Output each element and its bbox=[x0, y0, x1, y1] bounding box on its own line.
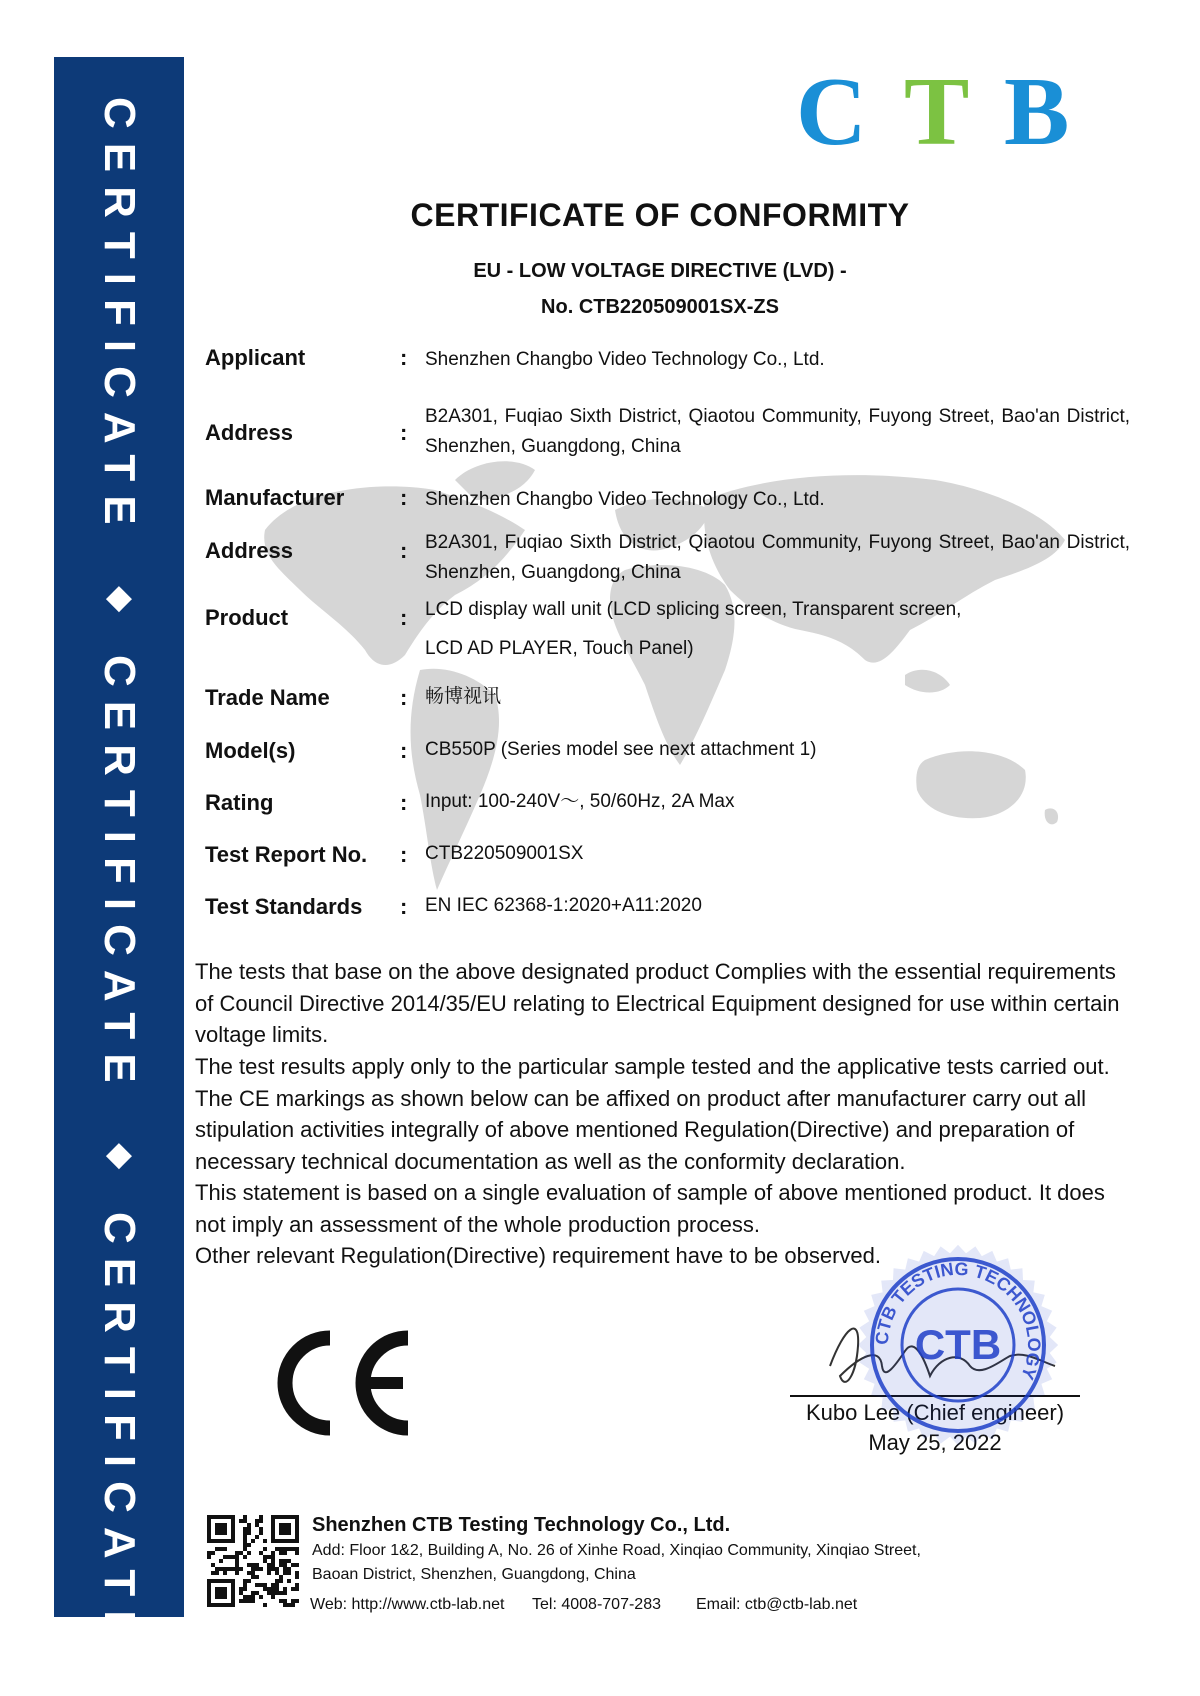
qr-module bbox=[223, 1555, 227, 1559]
qr-module bbox=[243, 1515, 247, 1519]
field-label: Test Report No. bbox=[205, 842, 368, 867]
field-colon: : bbox=[400, 842, 408, 867]
field-value: 畅博视讯 bbox=[425, 685, 502, 707]
qr-module bbox=[267, 1587, 271, 1591]
qr-module bbox=[279, 1599, 283, 1603]
diamond-icon: ◆ bbox=[100, 576, 138, 617]
qr-module bbox=[263, 1555, 267, 1559]
field-label: Model(s) bbox=[205, 738, 296, 763]
footer-company-name: Shenzhen CTB Testing Technology Co., Ltd. bbox=[312, 1514, 731, 1536]
qr-module bbox=[251, 1595, 255, 1599]
qr-module bbox=[287, 1603, 291, 1607]
field-value: B2A301, Fuqiao Sixth District, Qiaotou Community, Fuyong Street, Bao'an District, Shenzhen, Guangdong, China bbox=[425, 532, 1130, 583]
body-paragraph: The test results apply only to the particular sample tested and the applicative tests carried out. The CE markings as shown below can be affixed on product after manufacturer carry out all stipulation activities integrally of above mentioned Regulation(Directive) and preparation of necessary technical documentation as well as the conformity declaration. bbox=[195, 1054, 1110, 1174]
qr-module bbox=[231, 1567, 235, 1571]
field-colon: : bbox=[400, 738, 408, 763]
qr-finder-module bbox=[215, 1523, 227, 1535]
qr-module bbox=[251, 1591, 255, 1595]
qr-module bbox=[259, 1567, 263, 1571]
qr-module bbox=[255, 1583, 259, 1587]
qr-module bbox=[223, 1571, 227, 1575]
qr-module bbox=[219, 1559, 223, 1563]
qr-module bbox=[279, 1579, 283, 1583]
qr-module bbox=[255, 1575, 259, 1579]
qr-module bbox=[279, 1575, 283, 1579]
qr-module bbox=[267, 1567, 271, 1571]
stamp-ring-text: CTB TESTING TECHNOLOGY bbox=[871, 1258, 1045, 1383]
qr-module bbox=[279, 1563, 283, 1567]
qr-module bbox=[263, 1547, 267, 1551]
qr-module bbox=[251, 1563, 255, 1567]
qr-module bbox=[259, 1515, 263, 1519]
field-colon: : bbox=[400, 790, 408, 815]
qr-module bbox=[271, 1551, 275, 1555]
qr-module bbox=[239, 1551, 243, 1555]
qr-module bbox=[287, 1571, 291, 1575]
sidebar-word: CERTIFICATE bbox=[95, 1212, 144, 1654]
qr-module bbox=[207, 1551, 211, 1555]
diamond-icon: ◆ bbox=[100, 1134, 138, 1175]
field-label: Trade Name bbox=[205, 685, 330, 710]
qr-module bbox=[267, 1563, 271, 1567]
qr-module bbox=[263, 1603, 267, 1607]
qr-module bbox=[275, 1567, 279, 1571]
qr-module bbox=[271, 1563, 275, 1567]
qr-module bbox=[291, 1587, 295, 1591]
qr-module bbox=[275, 1583, 279, 1587]
ctb-logo bbox=[796, 66, 1106, 156]
qr-module bbox=[263, 1583, 267, 1587]
certificate-number: No. CTB220509001SX-ZS bbox=[541, 296, 779, 318]
qr-module bbox=[235, 1555, 239, 1559]
qr-module bbox=[243, 1587, 247, 1591]
field-value: Shenzhen Changbo Video Technology Co., Ltd. bbox=[425, 349, 825, 370]
qr-module bbox=[259, 1531, 263, 1535]
qr-module bbox=[283, 1567, 287, 1571]
footer-email[interactable]: Email: ctb@ctb-lab.net bbox=[696, 1596, 858, 1613]
field-label: Manufacturer bbox=[205, 485, 345, 510]
qr-module bbox=[239, 1591, 243, 1595]
qr-module bbox=[267, 1555, 271, 1559]
qr-module bbox=[251, 1599, 255, 1603]
qr-module bbox=[295, 1575, 299, 1579]
qr-module bbox=[247, 1579, 251, 1583]
qr-module bbox=[243, 1599, 247, 1603]
qr-module bbox=[287, 1579, 291, 1583]
qr-module bbox=[291, 1547, 295, 1551]
field-label: Address bbox=[205, 538, 294, 563]
qr-module bbox=[251, 1575, 255, 1579]
qr-module bbox=[255, 1563, 259, 1567]
qr-module bbox=[283, 1599, 287, 1603]
qr-module bbox=[291, 1563, 295, 1567]
qr-module bbox=[291, 1599, 295, 1603]
qr-module bbox=[231, 1555, 235, 1559]
certificate-sidebar-banner bbox=[54, 57, 184, 1654]
field-label: Address bbox=[205, 420, 294, 445]
ctb-seal-stamp bbox=[858, 1245, 1058, 1445]
qr-module bbox=[279, 1559, 283, 1563]
qr-module bbox=[243, 1543, 247, 1547]
logo-letter-b: B bbox=[1004, 66, 1070, 156]
field-value: Shenzhen Changbo Video Technology Co., Ltd. bbox=[425, 489, 825, 510]
qr-code[interactable] bbox=[207, 1515, 299, 1607]
sidebar-text bbox=[54, 97, 184, 1654]
qr-module bbox=[271, 1567, 275, 1571]
field-colon: : bbox=[400, 685, 408, 710]
qr-module bbox=[207, 1555, 211, 1559]
signer-name: Kubo Lee (Chief engineer) bbox=[805, 1400, 1065, 1425]
field-label: Test Standards bbox=[205, 894, 363, 919]
qr-module bbox=[243, 1519, 247, 1523]
qr-module bbox=[263, 1539, 267, 1543]
qr-module bbox=[295, 1551, 299, 1555]
qr-module bbox=[235, 1559, 239, 1563]
directive-subtitle: EU - LOW VOLTAGE DIRECTIVE (LVD) - bbox=[473, 260, 847, 282]
qr-module bbox=[247, 1595, 251, 1599]
qr-module bbox=[287, 1547, 291, 1551]
qr-module bbox=[247, 1543, 251, 1547]
qr-module bbox=[219, 1547, 223, 1551]
qr-module bbox=[251, 1567, 255, 1571]
qr-module bbox=[243, 1547, 247, 1551]
qr-module bbox=[275, 1571, 279, 1575]
field-colon: : bbox=[400, 538, 408, 563]
qr-module bbox=[283, 1559, 287, 1563]
qr-module bbox=[275, 1591, 279, 1595]
field-label: Product bbox=[205, 605, 289, 630]
page-title: CERTIFICATE OF CONFORMITY bbox=[410, 197, 910, 233]
qr-module bbox=[235, 1551, 239, 1555]
qr-module bbox=[247, 1571, 251, 1575]
qr-module bbox=[291, 1603, 295, 1607]
qr-module bbox=[211, 1563, 215, 1567]
qr-module bbox=[283, 1603, 287, 1607]
qr-module bbox=[283, 1547, 287, 1551]
qr-module bbox=[275, 1579, 279, 1583]
qr-module bbox=[259, 1551, 263, 1555]
qr-module bbox=[247, 1523, 251, 1527]
qr-module bbox=[295, 1583, 299, 1587]
qr-module bbox=[283, 1551, 287, 1555]
qr-module bbox=[283, 1591, 287, 1595]
field-colon: : bbox=[400, 420, 408, 445]
footer-address-line: Baoan District, Shenzhen, Guangdong, China bbox=[312, 1566, 636, 1583]
qr-module bbox=[239, 1567, 243, 1571]
qr-module bbox=[243, 1531, 247, 1535]
qr-module bbox=[215, 1571, 219, 1575]
sidebar-word: CERTIFICATE bbox=[95, 654, 144, 1097]
field-label: Rating bbox=[205, 790, 274, 815]
qr-module bbox=[211, 1551, 215, 1555]
qr-finder-module bbox=[279, 1523, 291, 1535]
body-paragraph: The tests that base on the above designated product Complies with the essential requirements of Council Directive 2014/35/EU relating to Electrical Equipment designed for use within certain voltage limits. bbox=[195, 959, 1120, 1047]
qr-module bbox=[275, 1587, 279, 1591]
qr-module bbox=[219, 1567, 223, 1571]
qr-module bbox=[255, 1567, 259, 1571]
qr-module bbox=[263, 1559, 267, 1563]
field-value: CTB220509001SX bbox=[425, 843, 584, 864]
qr-module bbox=[279, 1591, 283, 1595]
qr-module bbox=[243, 1595, 247, 1599]
qr-module bbox=[271, 1587, 275, 1591]
field-colon: : bbox=[400, 605, 408, 630]
qr-module bbox=[275, 1547, 279, 1551]
qr-module bbox=[279, 1547, 283, 1551]
qr-module bbox=[267, 1591, 271, 1595]
field-label: Applicant bbox=[205, 345, 306, 370]
signature-date: May 25, 2022 bbox=[868, 1430, 1002, 1455]
qr-module bbox=[295, 1547, 299, 1551]
field-value: LCD display wall unit (LCD splicing screen, Transparent screen, bbox=[425, 599, 962, 620]
qr-module bbox=[239, 1599, 243, 1603]
qr-module bbox=[223, 1547, 227, 1551]
qr-module bbox=[239, 1519, 243, 1523]
sidebar-word: CERTIFICATE bbox=[95, 97, 144, 539]
footer-address-line: Add: Floor 1&2, Building A, No. 26 of Xinhe Road, Xinqiao Community, Xinqiao Street, bbox=[312, 1542, 921, 1559]
qr-module bbox=[279, 1551, 283, 1555]
qr-module bbox=[255, 1519, 259, 1523]
qr-module bbox=[287, 1567, 291, 1571]
qr-module bbox=[271, 1559, 275, 1563]
field-colon: : bbox=[400, 894, 408, 919]
qr-module bbox=[243, 1535, 247, 1539]
qr-module bbox=[247, 1531, 251, 1535]
qr-module bbox=[243, 1555, 247, 1559]
qr-module bbox=[295, 1587, 299, 1591]
qr-module bbox=[215, 1547, 219, 1551]
qr-module bbox=[243, 1579, 247, 1583]
qr-module bbox=[247, 1563, 251, 1567]
qr-module bbox=[223, 1567, 227, 1571]
qr-module bbox=[215, 1567, 219, 1571]
qr-module bbox=[271, 1595, 275, 1599]
field-colon: : bbox=[400, 345, 408, 370]
logo-letter-t: T bbox=[904, 66, 970, 156]
qr-module bbox=[295, 1563, 299, 1567]
body-paragraph: This statement is based on a single evaluation of sample of above mentioned product. It does not imply an assessment of the whole production process. bbox=[195, 1180, 1105, 1237]
qr-module bbox=[251, 1571, 255, 1575]
field-value: Input: 100-240V～, 50/60Hz, 2A Max bbox=[425, 791, 735, 812]
qr-module bbox=[255, 1523, 259, 1527]
qr-module bbox=[255, 1535, 259, 1539]
qr-module bbox=[263, 1587, 267, 1591]
field-colon: : bbox=[400, 485, 408, 510]
qr-module bbox=[251, 1539, 255, 1543]
qr-module bbox=[243, 1527, 247, 1531]
qr-module bbox=[271, 1583, 275, 1587]
field-value-line2: LCD AD PLAYER, Touch Panel) bbox=[425, 638, 694, 659]
footer-web-link[interactable]: Web: http://www.ctb-lab.net bbox=[310, 1596, 505, 1613]
field-value: EN IEC 62368-1:2020+A11:2020 bbox=[425, 895, 702, 916]
qr-module bbox=[283, 1587, 287, 1591]
qr-module bbox=[235, 1571, 239, 1575]
qr-module bbox=[259, 1595, 263, 1599]
qr-module bbox=[235, 1567, 239, 1571]
qr-module bbox=[287, 1559, 291, 1563]
footer-tel: Tel: 4008-707-283 bbox=[532, 1596, 661, 1613]
qr-module bbox=[255, 1591, 259, 1595]
qr-module bbox=[243, 1539, 247, 1543]
qr-module bbox=[227, 1567, 231, 1571]
qr-module bbox=[271, 1555, 275, 1559]
qr-module bbox=[259, 1519, 263, 1523]
stamp-center-text: CTB bbox=[914, 1321, 1002, 1368]
qr-module bbox=[243, 1583, 247, 1587]
qr-module bbox=[239, 1587, 243, 1591]
qr-module bbox=[283, 1563, 287, 1567]
qr-module bbox=[259, 1583, 263, 1587]
qr-module bbox=[235, 1563, 239, 1567]
body-paragraph: Other relevant Regulation(Directive) requirement have to be observed. bbox=[195, 1243, 882, 1268]
qr-module bbox=[247, 1527, 251, 1531]
qr-module bbox=[227, 1555, 231, 1559]
qr-module bbox=[259, 1527, 263, 1531]
qr-module bbox=[295, 1571, 299, 1575]
qr-module bbox=[267, 1571, 271, 1575]
qr-module bbox=[247, 1551, 251, 1555]
qr-module bbox=[295, 1599, 299, 1603]
field-value: CB550P (Series model see next attachment 1) bbox=[425, 739, 817, 760]
qr-module bbox=[283, 1571, 287, 1575]
ce-mark-icon bbox=[268, 1328, 418, 1438]
qr-module bbox=[271, 1591, 275, 1595]
field-value: B2A301, Fuqiao Sixth District, Qiaotou Community, Fuyong Street, Bao'an District, Shenzhen, Guangdong, China bbox=[425, 406, 1130, 457]
qr-finder-module bbox=[215, 1587, 227, 1599]
logo-letter-c: C bbox=[796, 66, 867, 156]
qr-module bbox=[211, 1571, 215, 1575]
qr-module bbox=[247, 1599, 251, 1603]
